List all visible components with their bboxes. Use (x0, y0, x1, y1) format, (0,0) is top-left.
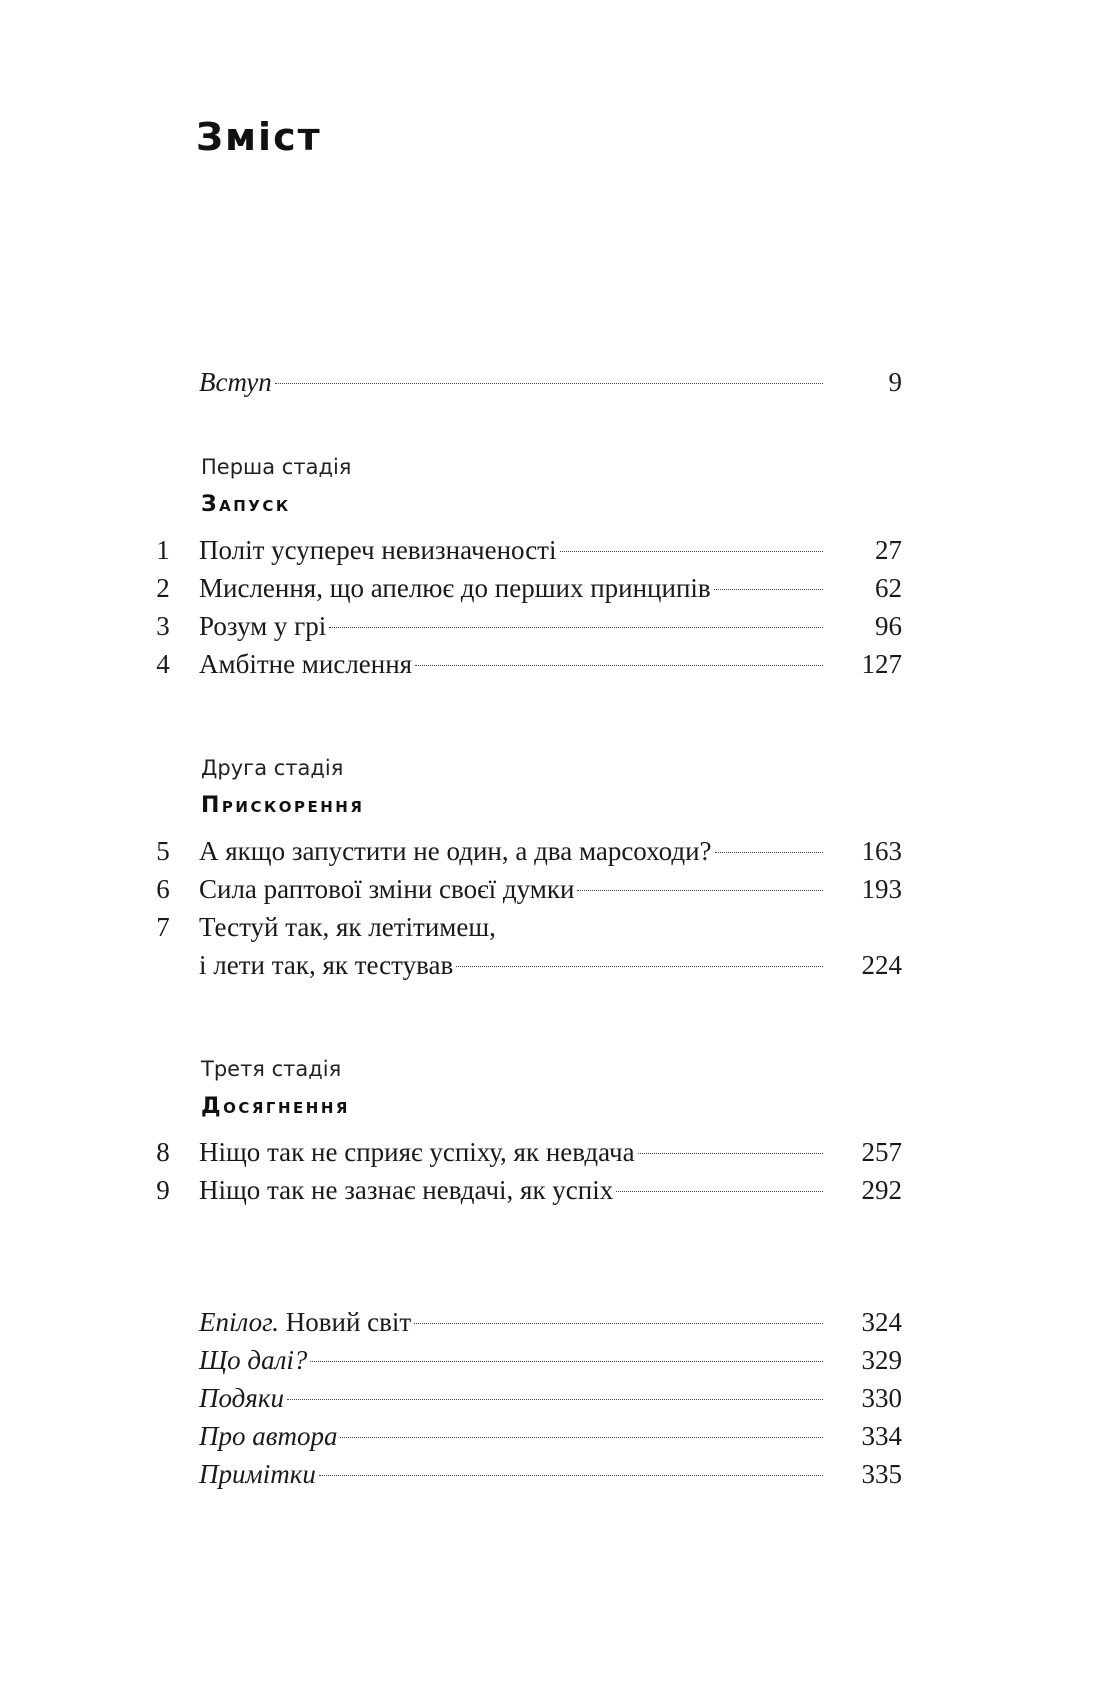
toc-entry-intro[interactable] (0, 362, 1102, 402)
toc-entry-title: Сила раптової зміни своєї думки (199, 874, 575, 904)
toc-page-number: 324 (861, 1307, 902, 1337)
toc-entry-chapter-1[interactable] (0, 530, 1102, 570)
toc-entry-title: Ніщо так не сприяє успіху, як невдача (199, 1137, 635, 1167)
toc-entry-what-next[interactable] (0, 1340, 1102, 1380)
dot-leader (329, 627, 823, 628)
dot-leader (456, 966, 823, 967)
chapter-number: 9 (156, 1175, 170, 1205)
toc-entry-chapter-7[interactable] (0, 945, 1102, 985)
toc-entry-title: Амбітне мислення (199, 649, 413, 679)
toc-entry-title: Мислення, що апелює до перших принципів (199, 573, 711, 603)
toc-entry-chapter-7-line-1[interactable] (0, 907, 1102, 947)
toc-entry-chapter-8[interactable] (0, 1132, 1102, 1172)
toc-page-number: 27 (875, 535, 902, 565)
toc-page-number: 330 (861, 1383, 902, 1413)
toc-entry-chapter-4[interactable] (0, 644, 1102, 684)
toc-entry-chapter-5[interactable] (0, 831, 1102, 871)
toc-page-number: 193 (861, 874, 902, 904)
toc-entry-chapter-9[interactable] (0, 1170, 1102, 1210)
dot-leader (310, 1361, 823, 1362)
toc-page-number: 335 (861, 1459, 902, 1489)
toc-entry-chapter-3[interactable] (0, 606, 1102, 646)
dot-leader (616, 1191, 823, 1192)
page-title: Зміст (196, 115, 322, 159)
dot-leader (414, 1323, 823, 1324)
dot-leader (287, 1399, 823, 1400)
stage-title-1: Запуск (201, 492, 291, 517)
stage-title-3: Досягнення (201, 1094, 350, 1119)
chapter-number: 5 (156, 836, 170, 866)
dot-leader (638, 1153, 823, 1154)
toc-entry-chapter-6[interactable] (0, 869, 1102, 909)
toc-entry-title: Ніщо так не зазнає невдачі, як успіх (199, 1175, 614, 1205)
stage-title-2: Прискорення (201, 793, 365, 818)
chapter-number: 6 (156, 874, 170, 904)
dot-leader (715, 852, 824, 853)
toc-entry-title: Вступ (199, 367, 272, 397)
toc-page-number: 96 (875, 611, 902, 641)
toc-entry-title-italic: Про автора (199, 1421, 338, 1451)
toc-page-number: 257 (861, 1137, 902, 1167)
toc-entry-title: А якщо запустити не один, а два марсоходи? (199, 836, 712, 866)
toc-page-number: 62 (875, 573, 902, 603)
toc-entry-chapter-2[interactable] (0, 568, 1102, 608)
chapter-number: 1 (156, 535, 170, 565)
toc-entry-title-italic: Примітки (199, 1459, 316, 1489)
toc-entry-acknowledgements[interactable] (0, 1378, 1102, 1418)
toc-entry-epilogue[interactable] (0, 1302, 1102, 1342)
toc-page-number: 9 (888, 367, 902, 397)
toc-entry-about-author[interactable] (0, 1416, 1102, 1456)
toc-entry-title-line-1: Тестуй так, як летітимеш, (199, 912, 496, 942)
chapter-number: 4 (156, 649, 170, 679)
dot-leader (577, 890, 823, 891)
toc-page-number: 127 (861, 649, 902, 679)
toc-entry-title: Політ усупереч невизначеності (199, 535, 557, 565)
stage-label-3: Третя стадія (201, 1057, 342, 1081)
chapter-number: 3 (156, 611, 170, 641)
dot-leader (275, 383, 823, 384)
toc-entry-title-italic: Епілог. (199, 1307, 280, 1337)
toc-entry-title: Розум у грі (199, 611, 327, 641)
toc-page-number: 334 (861, 1421, 902, 1451)
dot-leader (415, 665, 823, 666)
chapter-number: 2 (156, 573, 170, 603)
stage-label-2: Друга стадія (201, 756, 344, 780)
dot-leader (340, 1437, 823, 1438)
dot-leader (319, 1475, 823, 1476)
dot-leader (560, 551, 824, 552)
chapter-number: 7 (156, 912, 170, 942)
toc-page-number: 224 (861, 950, 902, 980)
toc-entry-title-italic: Що далі? (199, 1345, 308, 1375)
toc-page-number: 163 (861, 836, 902, 866)
toc-page-number: 329 (861, 1345, 902, 1375)
chapter-number: 8 (156, 1137, 170, 1167)
toc-entry-notes[interactable] (0, 1454, 1102, 1494)
dot-leader (714, 589, 823, 590)
toc-entry-title: Новий світ (279, 1307, 412, 1337)
toc-entry-title-italic: Подяки (199, 1383, 284, 1413)
toc-entry-title: і лети так, як тестував (199, 950, 454, 980)
stage-label-1: Перша стадія (201, 455, 352, 479)
toc-page-number: 292 (861, 1175, 902, 1205)
